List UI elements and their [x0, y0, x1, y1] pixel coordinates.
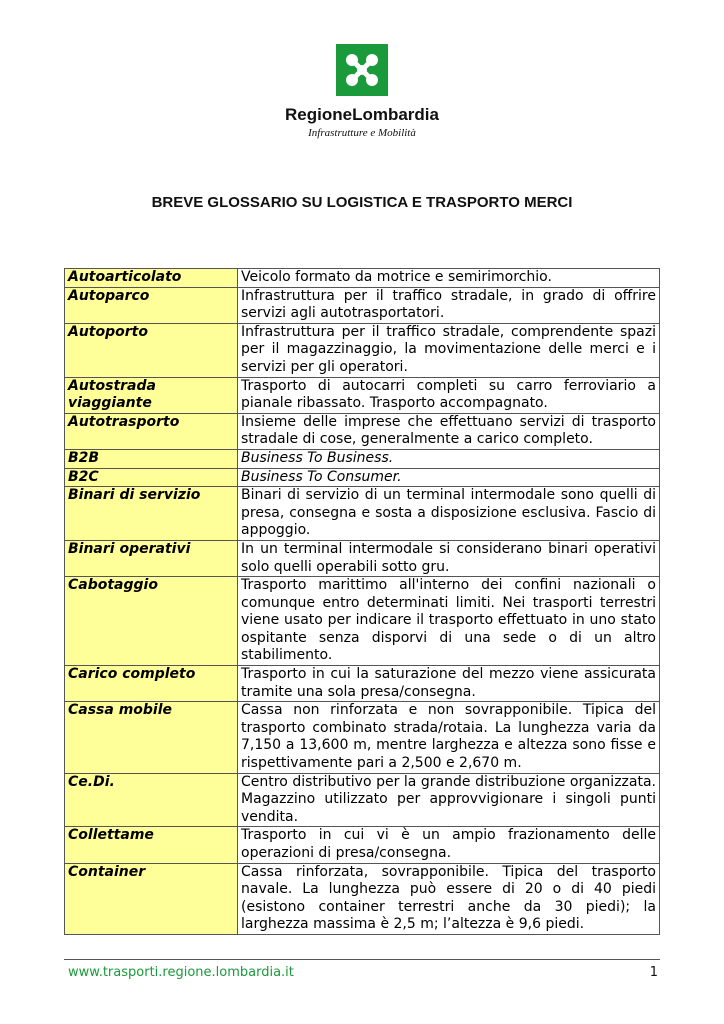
- glossary-term: Autostrada viaggiante: [65, 377, 238, 413]
- glossary-definition: Trasporto marittimo all'interno dei confini nazionali o comunque entro determinati limiti. Nei trasporti terrestri viene usato per indicare il trasporto effettuato in uno stato ospitante senza disporvi di una sede o di un altro stabilimento.: [238, 577, 660, 666]
- glossary-term: Cabotaggio: [65, 577, 238, 666]
- table-row: [65, 323, 660, 377]
- table-row: [65, 487, 660, 541]
- table-row: [65, 702, 660, 773]
- glossary-term: Collettame: [65, 827, 238, 863]
- table-row: [65, 287, 660, 323]
- glossary-term: B2B: [65, 449, 238, 468]
- glossary-term: Carico completo: [65, 666, 238, 702]
- glossary-definition: Binari di servizio di un terminal intermodale sono quelli di presa, consegna e sosta a disposizione esclusiva. Fascio di appoggio.: [238, 487, 660, 541]
- table-row: [65, 827, 660, 863]
- table-row: [65, 863, 660, 934]
- table-row: [65, 468, 660, 487]
- table-row: [65, 413, 660, 449]
- glossary-definition: Cassa non rinforzata e non sovrapponibile. Tipica del trasporto combinato strada/rotaia. La lunghezza varia da 7,150 a 13,600 m, mentre larghezza e altezza sono fisse e rispettivamente pari a 2,500 e 2,670 m.: [238, 702, 660, 773]
- table-row: [65, 540, 660, 576]
- glossary-term: Ce.Di.: [65, 773, 238, 827]
- header-logo: [0, 40, 724, 150]
- glossary-definition: Trasporto in cui vi è un ampio frazionamento delle operazioni di presa/consegna.: [238, 827, 660, 863]
- glossary-term: Autoparco: [65, 287, 238, 323]
- glossary-term: Autoarticolato: [65, 269, 238, 288]
- glossary-definition: Veicolo formato da motrice e semirimorchio.: [238, 269, 660, 288]
- glossary-definition: Trasporto di autocarri completi su carro ferroviario a pianale ribassato. Trasporto accompagnato.: [238, 377, 660, 413]
- glossary-term: Autotrasporto: [65, 413, 238, 449]
- table-row: [65, 377, 660, 413]
- footer-url-link[interactable]: www.trasporti.regione.lombardia.it: [68, 965, 294, 980]
- page-number: 1: [649, 965, 658, 980]
- table-row: [65, 666, 660, 702]
- glossary-term: Autoporto: [65, 323, 238, 377]
- footer-divider: [64, 959, 660, 960]
- glossary-definition: Insieme delle imprese che effettuano servizi di trasporto stradale di cose, generalmente a carico completo.: [238, 413, 660, 449]
- table-row: [65, 773, 660, 827]
- glossary-definition: Cassa rinforzata, sovrapponibile. Tipica del trasporto navale. La lunghezza può essere di 20 o di 40 piedi (esistono container terrestri anche da 30 piedi); la larghezza massima è 2,5 m; l’altezza è 9,6 piedi.: [238, 863, 660, 934]
- glossary-definition: Centro distributivo per la grande distribuzione organizzata. Magazzino utilizzato per approvvigionare i singoli punti vendita.: [238, 773, 660, 827]
- glossary-table: [64, 268, 660, 935]
- glossary-term: Binari di servizio: [65, 487, 238, 541]
- glossary-definition: In un terminal intermodale si considerano binari operativi solo quelli operabili sotto gru.: [238, 540, 660, 576]
- glossary-definition: Business To Consumer.: [238, 468, 660, 487]
- table-row: [65, 449, 660, 468]
- table-row: [65, 269, 660, 288]
- glossary-definition: Infrastruttura per il traffico stradale, comprendente spazi per il magazzinaggio, la movimentazione delle merci e i servizi per gli operatori.: [238, 323, 660, 377]
- logo-subtitle: Infrastrutture e Mobilità: [308, 127, 416, 139]
- glossary-term: B2C: [65, 468, 238, 487]
- logo-name: RegioneLombardia: [285, 105, 439, 124]
- document-title: BREVE GLOSSARIO SU LOGISTICA E TRASPORTO MERCI: [151, 194, 573, 211]
- glossary-definition: Business To Business.: [238, 449, 660, 468]
- glossary-table-body: [65, 269, 660, 935]
- glossary-definition: Trasporto in cui la saturazione del mezzo viene assicurata tramite una sola presa/consegna.: [238, 666, 660, 702]
- table-row: [65, 577, 660, 666]
- glossary-term: Cassa mobile: [65, 702, 238, 773]
- glossary-definition: Infrastruttura per il traffico stradale, in grado di offrire servizi agli autotrasportatori.: [238, 287, 660, 323]
- glossary-term: Container: [65, 863, 238, 934]
- glossary-term: Binari operativi: [65, 540, 238, 576]
- regione-lombardia-logo-icon: [336, 44, 388, 96]
